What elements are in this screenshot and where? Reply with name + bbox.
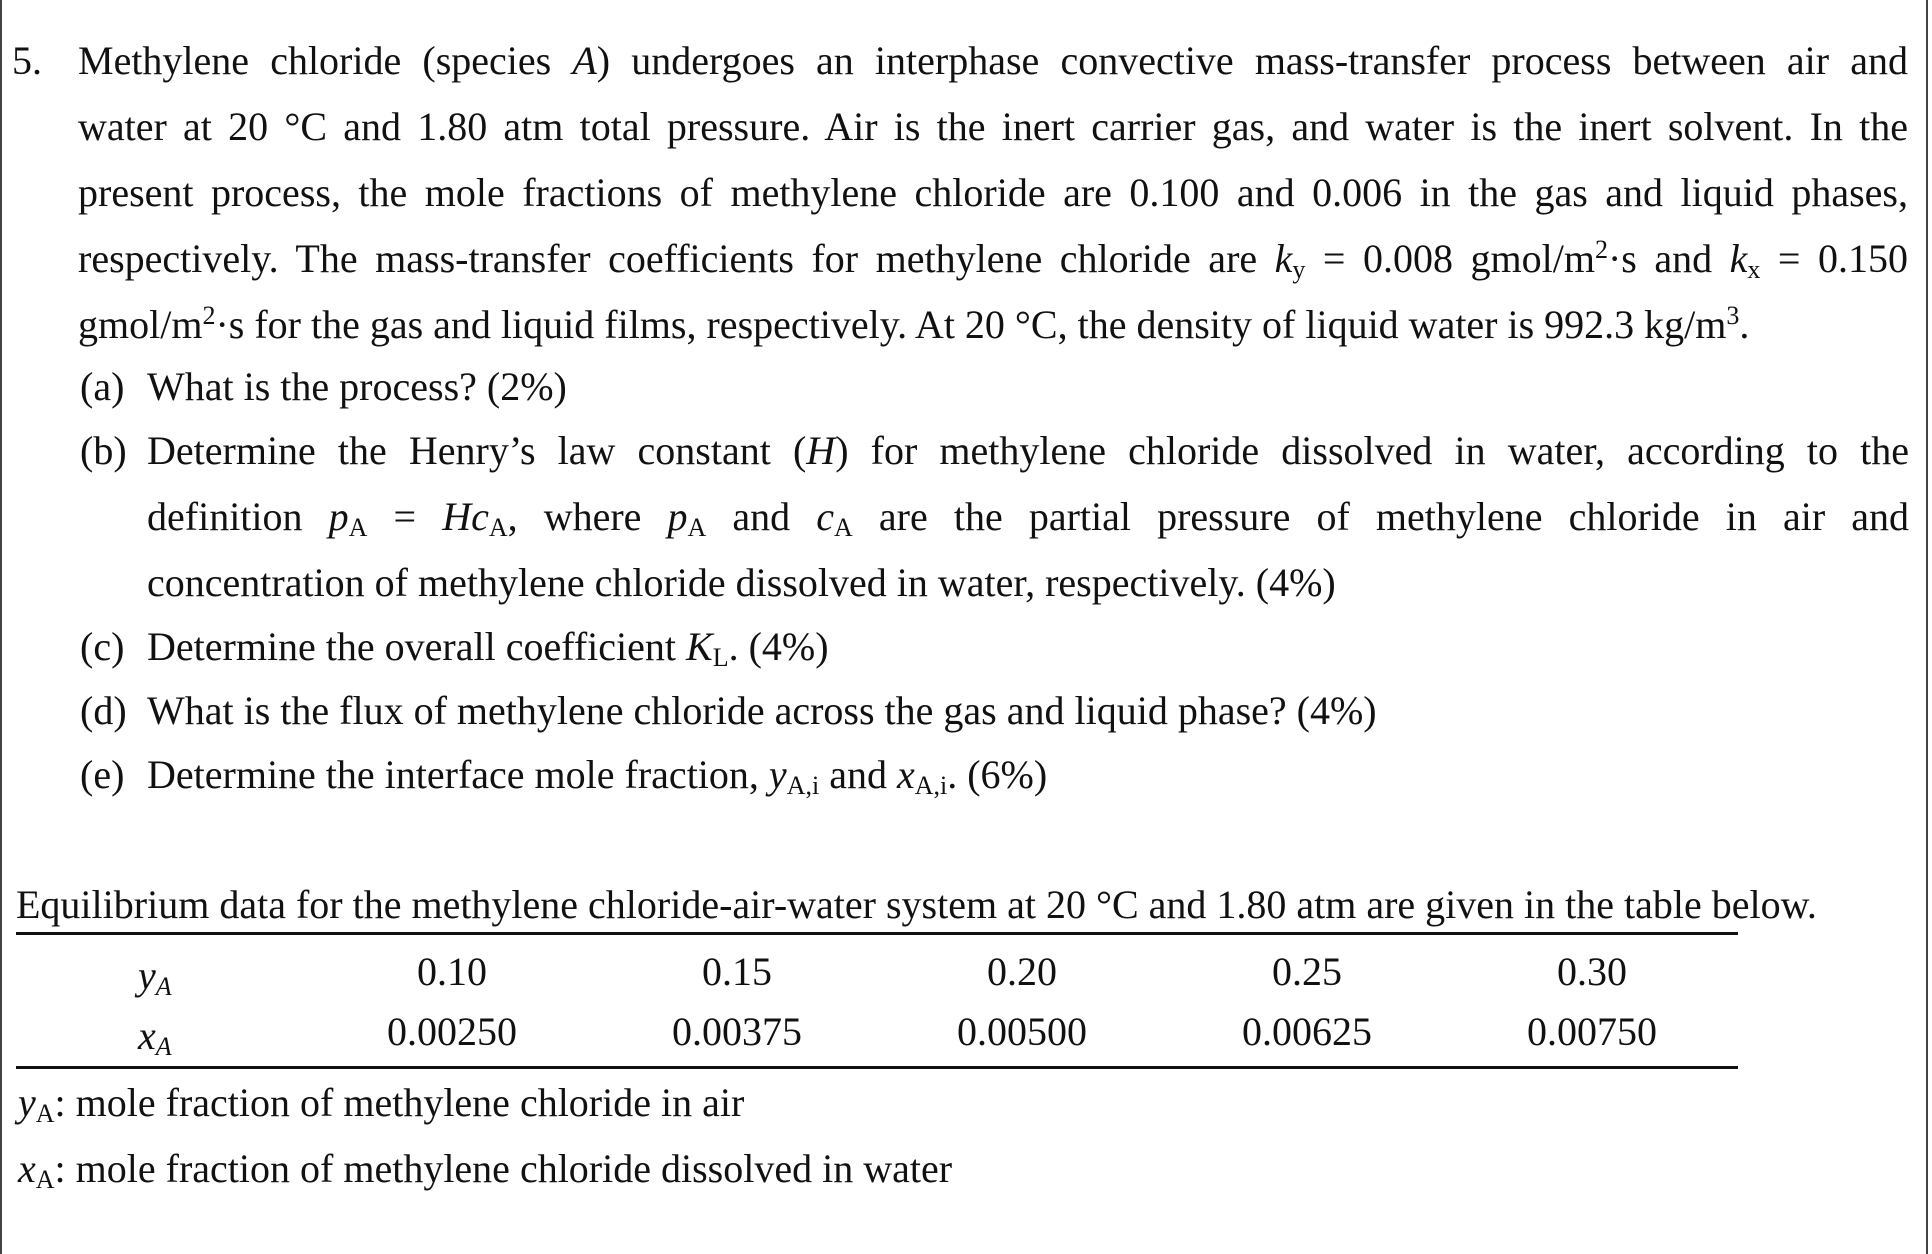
table-cell: 0.00750 xyxy=(1527,1009,1657,1054)
part-d-text: What is the flux of methylene chloride across the gas and liquid phase? (4%) xyxy=(147,688,1377,733)
part-d-label: (d) xyxy=(80,688,127,733)
part-a-label: (a) xyxy=(80,364,125,409)
part-b-label: (b) xyxy=(80,428,127,473)
table-cell: 0.15 xyxy=(702,949,772,994)
part-b-line-1: Determine the Henry’s law constant (H) for methylene chloride dissolved in water, according to the xyxy=(147,428,1909,473)
legend-ya: $y_A$: mole fraction of methylene chloride in air xyxy=(18,1080,745,1128)
table-bottom-rule xyxy=(16,1066,1738,1069)
row-label-xa: $x_A$ xyxy=(138,1013,172,1061)
legend-xa: $x_A$: mole fraction of methylene chloride dissolved in water xyxy=(18,1146,953,1194)
page-border-right xyxy=(1926,0,1928,1254)
problem-line-3: present process, the mole fractions of methylene chloride are 0.100 and 0.006 in the gas and liquid phases, xyxy=(78,170,1908,215)
table-cell: 0.00375 xyxy=(672,1009,802,1054)
part-b-line-2: definition $p_A = Hc_A$, where $p_A$ and $c_A$ are the partial pressure of methylene chloride in air and xyxy=(147,494,1910,542)
table-cell: 0.10 xyxy=(417,949,487,994)
problem-line-2: water at 20 °C and 1.80 atm total pressure. Air is the inert carrier gas, and water is the inert solvent. In the xyxy=(78,104,1908,149)
table-cell: 0.00250 xyxy=(387,1009,517,1054)
table-cell: 0.20 xyxy=(987,949,1057,994)
table-top-rule xyxy=(16,932,1738,935)
part-a-text: What is the process? (2%) xyxy=(147,364,567,409)
row-label-ya: $y_A$ xyxy=(138,953,172,1001)
page-border-left xyxy=(0,0,2,1254)
table-cell: 0.00500 xyxy=(957,1009,1087,1054)
part-e-text: Determine the interface mole fraction, $y_{A,i}$ and $x_{A,i}$. (6%) xyxy=(147,752,1048,800)
table-cell: 0.30 xyxy=(1557,949,1627,994)
problem-line-1: Methylene chloride (species A) undergoes an interphase convective mass-transfer process between air and xyxy=(78,38,1908,83)
part-e-label: (e) xyxy=(80,752,125,797)
part-c-text: Determine the overall coefficient $K_L$. (4%) xyxy=(147,624,829,672)
part-b-line-3: concentration of methylene chloride dissolved in water, respectively. (4%) xyxy=(147,560,1336,605)
problem-line-4: respectively. The mass-transfer coefficients for methylene chloride are $k_y = 0.008$ gmol/$m^2\cdot s$ and $k_x = 0.150$ xyxy=(78,235,1909,284)
table-cell: 0.25 xyxy=(1272,949,1342,994)
part-c-label: (c) xyxy=(80,624,125,669)
problem-number: 5. xyxy=(12,38,42,83)
problem-line-5: gmol/$m^2\cdot s$ for the gas and liquid films, respectively. At 20 °C, the density of liquid water is 992.3 $kg/m^3$. xyxy=(78,301,1750,347)
table-caption: Equilibrium data for the methylene chloride-air-water system at 20 °C and 1.80 atm are given in the table below. xyxy=(16,882,1817,927)
table-cell: 0.00625 xyxy=(1242,1009,1372,1054)
